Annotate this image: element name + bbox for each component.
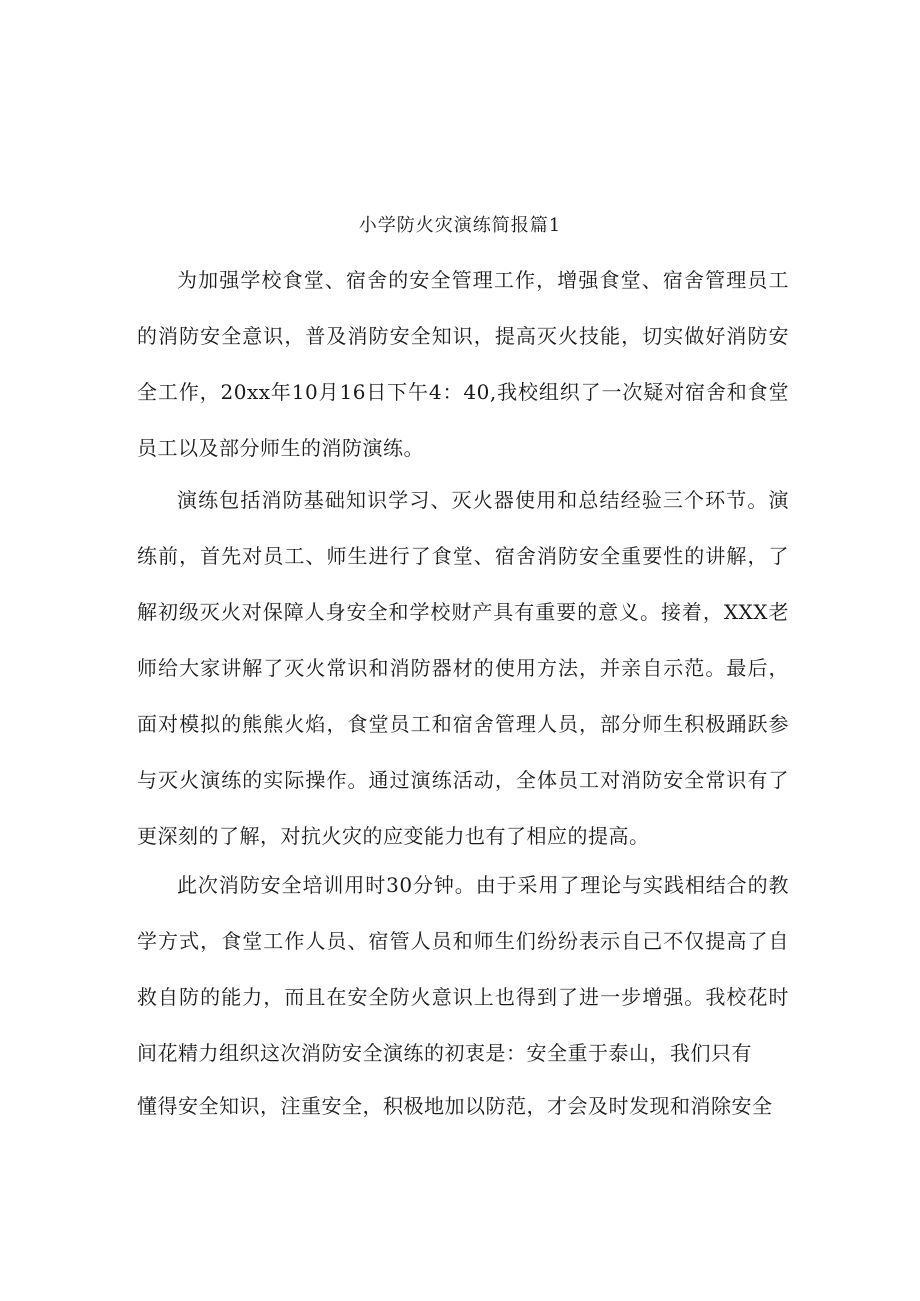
paragraph-3: 此次消防安全培训用时30分钟。由于采用了理论与实践相结合的教学方式，食堂工作人员、宿管人员和师生们纷纷表示自己不仅提高了自救自防的能力，而且在安全防火意识上也得到了进一步增强。我校花时间花精力组织这次消防安全演练的初衷是：安全重于泰山，我们只有: [137, 873, 789, 1065]
paragraph-1: 为加强学校食堂、宿舍的安全管理工作，增强食堂、宿舍管理员工的消防安全意识，普及消防安全知识，提高灭火技能，切实做好消防安全工作，20xx年10月16日下午4：40,我校组织了一次疑对宿舍和食堂员工以及部分师生的消防演练。: [137, 268, 789, 460]
continuation-line: 懂得安全知识，注重安全，积极地加以防范，才会及时发现和消除安全: [137, 1094, 773, 1118]
document-title: 小学防火灾演练简报篇1: [358, 215, 562, 236]
paragraph-2: 演练包括消防基础知识学习、灭火器使用和总结经验三个环节。演练前，首先对员工、师生进行了食堂、宿舍消防安全重要性的讲解，了解初级灭火对保障人身安全和学校财产具有重要的意义。接着，XXX老师给大家讲解了灭火常识和消防器材的使用方法，并亲自示范。最后，面对模拟的熊熊火焰，食堂员工和宿舍管理人员，部分师生积极踊跃参与灭火演练的实际操作。通过演练活动，全体员工对消防安全常识有了更深刻的了解，对抗火灾的应变能力也有了相应的提高。: [137, 488, 789, 848]
